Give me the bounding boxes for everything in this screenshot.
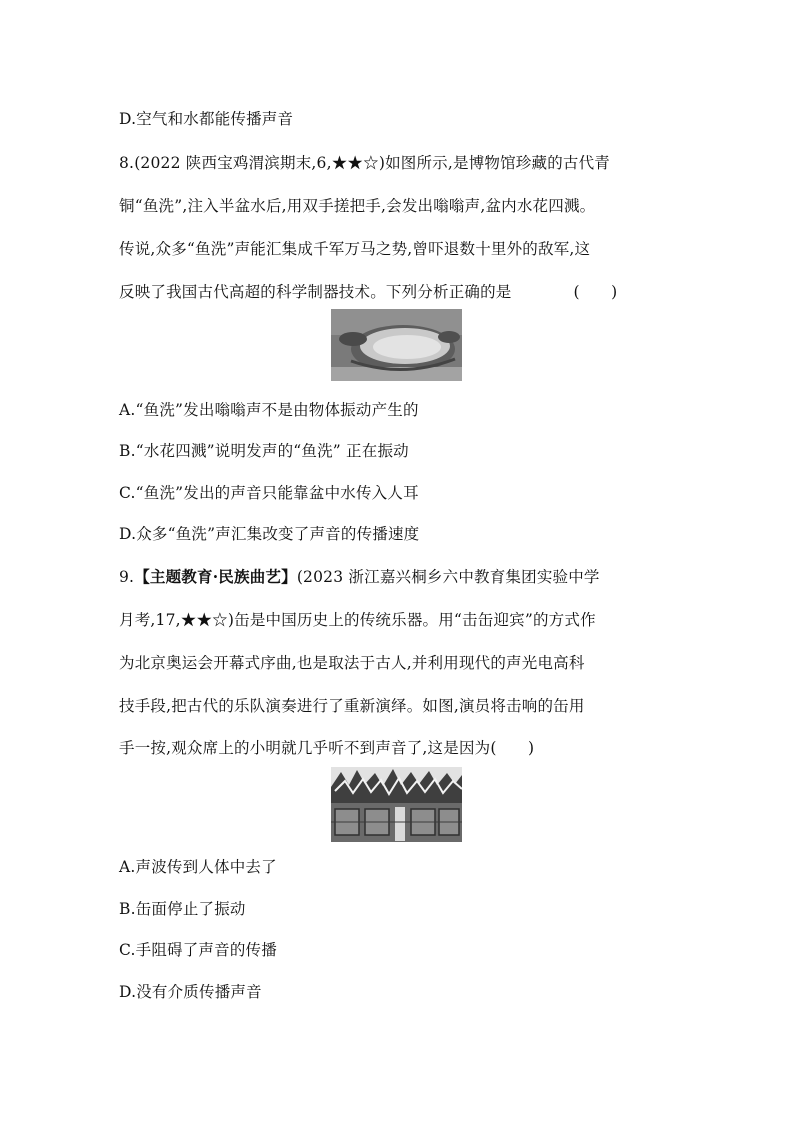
q9-stem-line-1 (119, 567, 600, 587)
q9-number: 9. (119, 568, 135, 586)
q8-stem-line-4 (119, 282, 617, 302)
q8-option-a: A.“鱼洗”发出嗡嗡声不是由物体振动产生的 (119, 401, 419, 419)
q8-stem-line-2: 铜“鱼洗”,注入半盆水后,用双手搓把手,会发出嗡嗡声,盆内水花四溅。 (119, 197, 596, 215)
q9-stem-line-3: 为北京奥运会开幕式序曲,也是取法于古人,并利用现代的声光电高科 (119, 654, 585, 672)
q9-option-b: B.缶面停止了振动 (119, 900, 246, 918)
q9-option-d: D.没有介质传播声音 (119, 983, 262, 1001)
q9-topic-tag: 【主题教育·民族曲艺】 (134, 567, 297, 586)
q8-stem-line-1: 8.(2022 陕西宝鸡渭滨期末,6,★★☆)如图所示,是博物馆珍藏的古代青 (119, 154, 611, 172)
q8-option-d: D.众多“鱼洗”声汇集改变了声音的传播速度 (119, 525, 420, 543)
q9-option-a: A.声波传到人体中去了 (119, 858, 277, 876)
q7-option-d: D.空气和水都能传播声音 (119, 110, 294, 128)
q9-stem-line-5: 手一按,观众席上的小明就几乎听不到声音了,这是因为( ) (119, 739, 535, 757)
q8-answer-paren: ( ) (573, 283, 618, 301)
q8-option-b: B.“水花四溅”说明发声的“鱼洗” 正在振动 (119, 442, 409, 460)
yuxi-basin-image (331, 309, 462, 381)
q8-stem-text: 反映了我国古代高超的科学制器技术。下列分析正确的是 (119, 283, 512, 301)
q9-stem-line-4: 技手段,把古代的乐队演奏进行了重新演绎。如图,演员将击响的缶用 (119, 697, 585, 715)
q9-source: (2023 浙江嘉兴桐乡六中教育集团实验中学 (296, 568, 600, 586)
q8-stem-line-3: 传说,众多“鱼洗”声能汇集成千军万马之势,曾吓退数十里外的敌军,这 (119, 240, 591, 258)
q9-option-c: C.手阻碍了声音的传播 (119, 941, 277, 959)
q8-option-c: C.“鱼洗”发出的声音只能靠盆中水传入人耳 (119, 484, 419, 502)
fou-performance-image (331, 767, 462, 842)
q9-stem-line-2: 月考,17,★★☆)缶是中国历史上的传统乐器。用“击缶迎宾”的方式作 (119, 611, 596, 629)
